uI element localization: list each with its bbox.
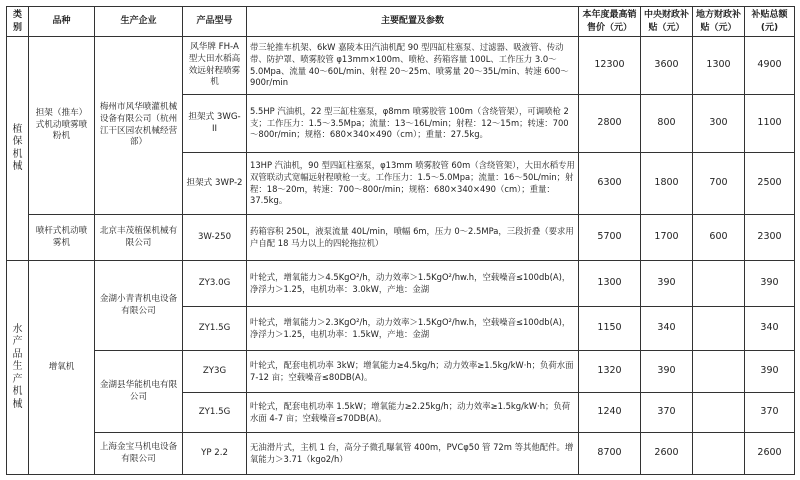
total-subsidy-cell: 2600	[745, 433, 795, 475]
total-subsidy-cell: 4900	[745, 37, 795, 95]
header-config: 主要配置及参数	[247, 7, 579, 37]
config-cell: 叶轮式，增氧能力＞4.5KgO²/h，动力效率＞1.5KgO²/hw.h，空载噪音≤100db(A)，净浮力＞1.25，电机功率：3.0kW，产地：金湖	[247, 261, 579, 307]
max-price-cell: 6300	[579, 153, 641, 215]
table-row	[7, 433, 795, 475]
variety-cell: 喷杆式机动喷雾机	[29, 215, 95, 261]
table-row	[7, 37, 795, 95]
max-price-cell: 1150	[579, 307, 641, 351]
max-price-cell: 5700	[579, 215, 641, 261]
enterprise-cell: 金湖县华能机电有限公司	[95, 351, 183, 433]
subsidy-table	[6, 6, 795, 475]
model-cell: 担架式 3WG-II	[183, 95, 247, 153]
config-cell: 叶轮式，配套电机功率 1.5kW；增氧能力≥2.25kg/h；动力效率≥1.5kg/kW·h；负荷水面 4-7 亩；空载噪音≤70DB(A)。	[247, 393, 579, 433]
max-price-cell: 8700	[579, 433, 641, 475]
model-cell: YP 2.2	[183, 433, 247, 475]
total-subsidy-cell: 2300	[745, 215, 795, 261]
max-price-cell: 1320	[579, 351, 641, 393]
model-cell: ZY3G	[183, 351, 247, 393]
total-subsidy-cell: 390	[745, 351, 795, 393]
enterprise-cell: 金湖小青青机电设备有限公司	[95, 261, 183, 351]
model-cell: 风华牌 FH-A 型大田水稻高效远射程喷雾机	[183, 37, 247, 95]
enterprise-cell: 北京丰茂植保机械有限公司	[95, 215, 183, 261]
table-row	[7, 215, 795, 261]
header-variety: 品种	[29, 7, 95, 37]
header-enterprise: 生产企业	[95, 7, 183, 37]
total-subsidy-cell: 340	[745, 307, 795, 351]
header-max-price: 本年度最高销售价（元）	[579, 7, 641, 37]
central-subsidy-cell: 3600	[641, 37, 693, 95]
local-subsidy-cell: 1300	[693, 37, 745, 95]
local-subsidy-cell	[693, 307, 745, 351]
header-local-subsidy: 地方财政补贴（元）	[693, 7, 745, 37]
variety-cell: 增氧机	[29, 261, 95, 475]
total-subsidy-cell: 390	[745, 261, 795, 307]
total-subsidy-cell: 2500	[745, 153, 795, 215]
central-subsidy-cell: 1800	[641, 153, 693, 215]
model-cell: ZY3.0G	[183, 261, 247, 307]
max-price-cell: 2800	[579, 95, 641, 153]
local-subsidy-cell: 600	[693, 215, 745, 261]
model-cell: ZY1.5G	[183, 307, 247, 351]
max-price-cell: 12300	[579, 37, 641, 95]
enterprise-cell: 上海金宝马机电设备有限公司	[95, 433, 183, 475]
category-cell: 水产品生产机械	[7, 261, 29, 475]
local-subsidy-cell	[693, 351, 745, 393]
central-subsidy-cell: 370	[641, 393, 693, 433]
model-cell: 3W-250	[183, 215, 247, 261]
subsidy-document	[6, 6, 794, 474]
table-row	[7, 351, 795, 393]
table-row	[7, 261, 795, 307]
enterprise-cell: 梅州市风华喷灌机械设备有限公司（杭州江干区园农机械经营部）	[95, 37, 183, 215]
local-subsidy-cell: 300	[693, 95, 745, 153]
config-cell: 药箱容积 250L，液泵流量 40L/min，喷幅 6m，压力 0～2.5MPa，三段折叠（要求用户自配 18 马力以上的四轮拖拉机）	[247, 215, 579, 261]
header-central-subsidy: 中央财政补贴（元）	[641, 7, 693, 37]
total-subsidy-cell: 1100	[745, 95, 795, 153]
config-cell: 无油滑片式，主机 1 台，高分子微孔曝氧管 400m，PVCφ50 管 72m 等其他配件。增氧能力＞3.71（kgo2/h）	[247, 433, 579, 475]
max-price-cell: 1300	[579, 261, 641, 307]
local-subsidy-cell: 700	[693, 153, 745, 215]
header-total-subsidy: 补贴总额(元)	[745, 7, 795, 37]
central-subsidy-cell: 800	[641, 95, 693, 153]
config-cell: 叶轮式，配套电机功率 3kW；增氧能力≥4.5kg/h；动力效率≥1.5kg/kW·h；负荷水面 7-12 亩；空载噪音≤80DB(A)。	[247, 351, 579, 393]
category-cell: 植保机械	[7, 37, 29, 261]
header-row	[7, 7, 795, 37]
config-cell: 13HP 汽油机，90 型四缸柱塞泵，φ13mm 喷雾胶管 60m（含绕管架），大田水稻专用双管联动式宽幅远射程喷枪一支。工作压力：1.5～5.0Mpa；流量：16～50L/min；射程：18～20m，转速：700～800r/min；规格：680×340×490（cm）；重量：37.5kg。	[247, 153, 579, 215]
header-category: 类别	[7, 7, 29, 37]
variety-cell: 担架（推车）式机动喷雾喷粉机	[29, 37, 95, 215]
header-model: 产品型号	[183, 7, 247, 37]
max-price-cell: 1240	[579, 393, 641, 433]
central-subsidy-cell: 390	[641, 351, 693, 393]
central-subsidy-cell: 1700	[641, 215, 693, 261]
local-subsidy-cell	[693, 433, 745, 475]
central-subsidy-cell: 2600	[641, 433, 693, 475]
local-subsidy-cell	[693, 261, 745, 307]
model-cell: ZY1.5G	[183, 393, 247, 433]
config-cell: 5.5HP 汽油机，22 型三缸柱塞泵，φ8mm 喷雾胶管 100m（含绕管架），可调喷枪 2 支；工作压力：1.5～3.5Mpa；流量：13～16L/min；射程：12～15m；转速：700～800r/min；规格：680×340×490（cm）；重量：27.5kg。	[247, 95, 579, 153]
total-subsidy-cell: 370	[745, 393, 795, 433]
central-subsidy-cell: 340	[641, 307, 693, 351]
config-cell: 叶轮式，增氧能力＞2.3KgO²/h，动力效率＞1.5KgO²/hw.h，空载噪音≤100db(A)，净浮力＞1.25，电机功率：1.5kW，产地：金湖	[247, 307, 579, 351]
local-subsidy-cell	[693, 393, 745, 433]
config-cell: 带三轮推车机架、6kW 嘉陵本田汽油机配 90 型四缸柱塞泵、过滤器、吸液管、传动带、防护罩、喷雾胶管 φ13mm×100m、喷枪、药箱容量 100L、工作压力 3.0～5.0Mpa、流量 40～60L/min、射程 20～25m、喷雾量 20～35L/min、转速 600～900r/min	[247, 37, 579, 95]
central-subsidy-cell: 390	[641, 261, 693, 307]
model-cell: 担架式 3WP-2	[183, 153, 247, 215]
